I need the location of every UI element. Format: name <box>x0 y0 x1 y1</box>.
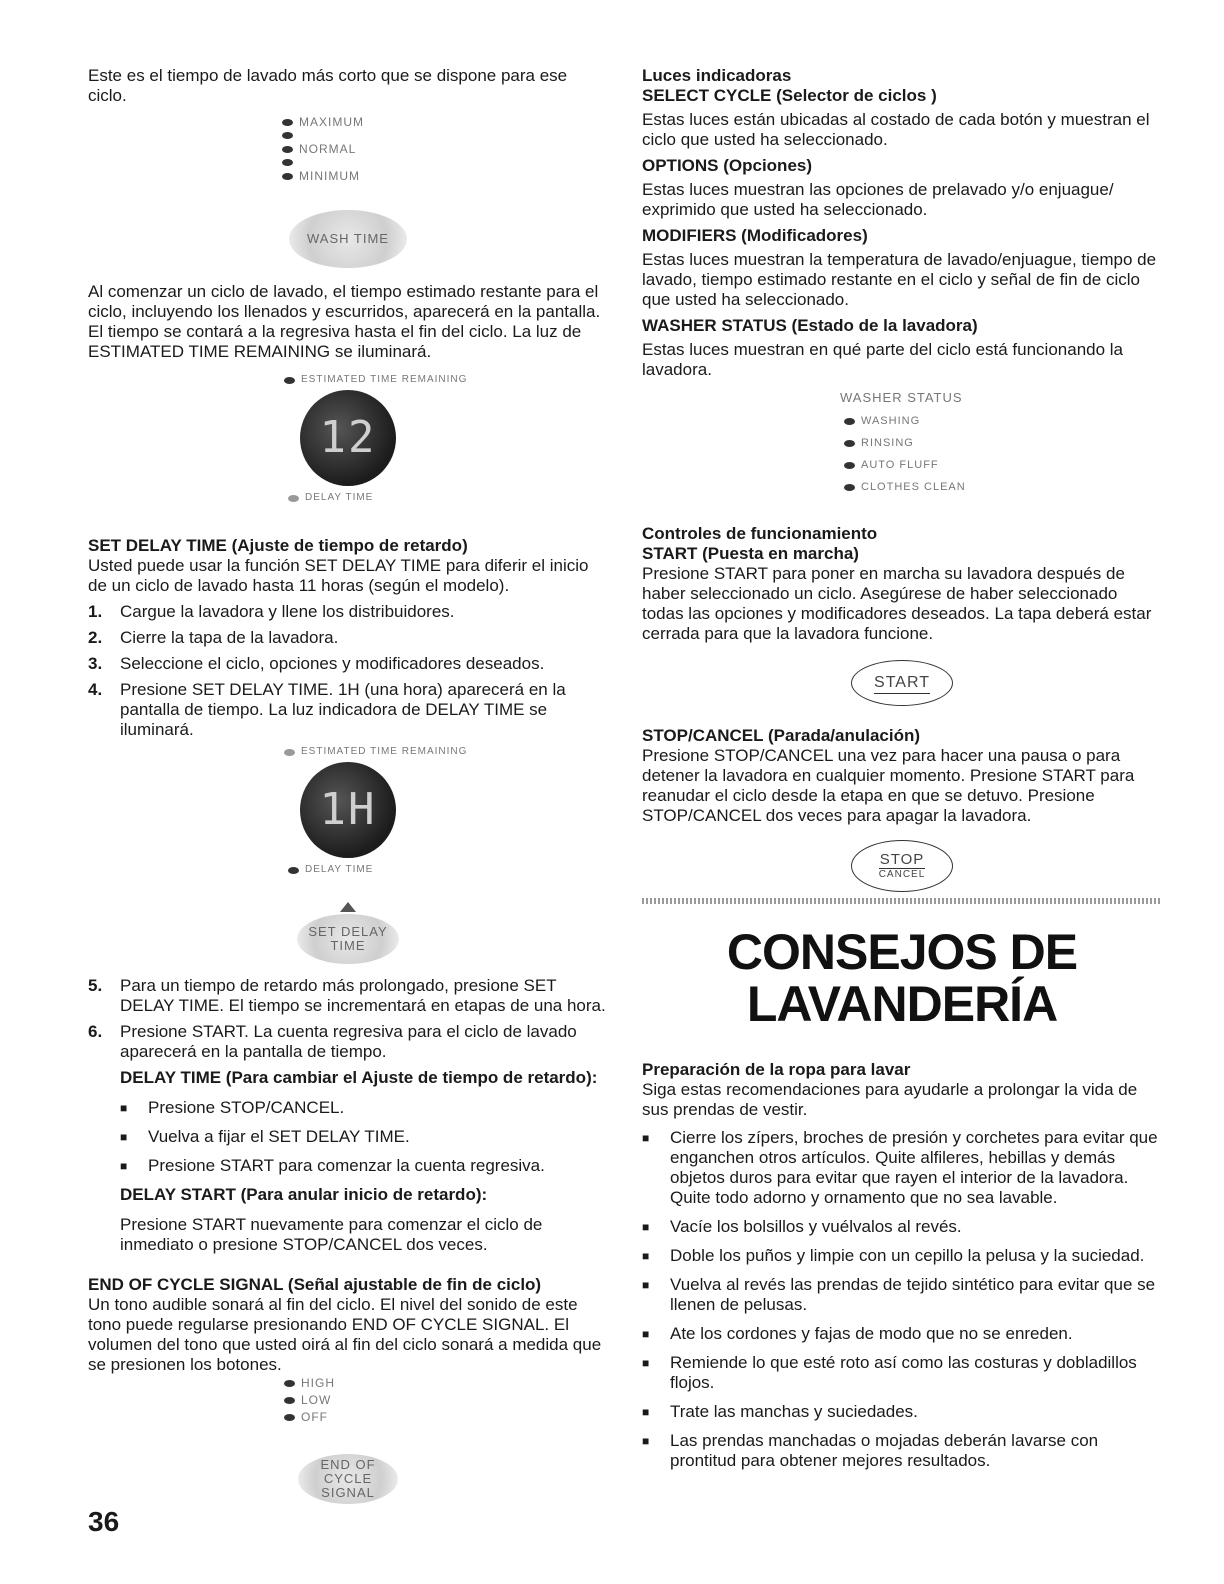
bullet-icon: ■ <box>642 1356 650 1370</box>
list-item: ■ Doble los puños y limpie con un cepillo la pelusa y la suciedad. <box>642 1246 1145 1265</box>
indicator-light-icon <box>284 377 295 384</box>
end-of-cycle-heading: END OF CYCLE SIGNAL (Señal ajustable de fin de ciclo) <box>88 1275 542 1294</box>
bullet-icon: ■ <box>642 1405 650 1419</box>
stop-button-label: STOP <box>879 850 925 868</box>
indicator-light-icon <box>288 867 299 874</box>
options-paragraph: Estas luces muestran las opciones de prelavado y/o enjuague/ exprimido que usted ha seleccionado. <box>642 180 1114 219</box>
prep-heading: Preparación de la ropa para lavar <box>642 1060 911 1079</box>
list-item: ■ Remiende lo que esté roto así como las costuras y dobladillos flojos. <box>642 1353 1137 1392</box>
section-title-line1: CONSEJOS DE <box>726 924 1078 980</box>
section-divider <box>642 898 1162 904</box>
list-item: 1. Cargue la lavadora y llene los distribuidores. <box>88 602 455 621</box>
bullet-icon: ■ <box>642 1249 650 1263</box>
indicator-light-icon <box>284 1414 295 1421</box>
estimated-time-label: ESTIMATED TIME REMAINING <box>284 746 608 758</box>
list-item: 5. Para un tiempo de retardo más prolongado, presione SET DELAY TIME. El tiempo se incrementará en etapas de una hora. <box>88 976 606 1015</box>
wash-level-item: MAXIMUM <box>282 112 608 132</box>
bullet-icon: ■ <box>120 1101 128 1115</box>
delay-change-block <box>120 1068 608 1255</box>
indicator-light-icon <box>282 159 293 166</box>
start-paragraph: Presione START para poner en marcha su lavadora después de haber seleccionado un ciclo. Asegúrese de haber seleccionado todas las opciones y modificadores deseados. La tapa deberá estar cerrada para que la lavadora funcione. <box>642 564 1152 643</box>
indicator-light-icon <box>288 495 299 502</box>
list-item: ■ Trate las manchas y suciedades. <box>642 1402 918 1421</box>
signal-level-indicators <box>284 1375 608 1426</box>
prep-paragraph: Siga estas recomendaciones para ayudarle a prolongar la vida de sus prendas de vestir. <box>642 1080 1138 1119</box>
start-heading: START (Puesta en marcha) <box>642 544 859 563</box>
indicator-light-icon <box>844 440 855 447</box>
indicator-light-icon <box>282 132 293 139</box>
list-item: ■ Vacíe los bolsillos y vuélvalos al revés. <box>642 1217 962 1236</box>
wash-time-paragraph: Al comenzar un ciclo de lavado, el tiempo estimado restante para el ciclo, incluyendo los llenados y escurridos, aparecerá en la pantalla. El tiempo se contará a la regresiva hasta el fin del ciclo. La luz de ESTIMATED TIME REMAINING se iluminará. <box>88 282 601 361</box>
bullet-icon: ■ <box>642 1327 650 1341</box>
indicator-light-icon <box>844 418 855 425</box>
bullet-icon: ■ <box>642 1278 650 1292</box>
start-button-label: START <box>874 673 930 694</box>
list-item: ■ Las prendas manchadas o mojadas deberán lavarse con prontitud para obtener mejores resultados. <box>642 1431 1099 1470</box>
list-item: ■ Cierre los zípers, broches de presión y corchetes para evitar que enganchen otros artículos. Quite alfileres, hebillas y demás objetos duros para evitar que rayen el interior de la lavadora. Quite todo adorno y ornamento que no sea lavable. <box>642 1128 1158 1207</box>
stop-cancel-paragraph: Presione STOP/CANCEL una vez para hacer una pausa o para detener la lavadora en cualquier momento. Presione START para reanudar el ciclo desde la etapa en que se detuvo. Presione STOP/CANCEL dos veces para apagar la lavadora. <box>642 746 1135 825</box>
indicator-light-icon <box>282 173 293 180</box>
start-button-image <box>851 660 953 706</box>
up-arrow-icon <box>340 902 356 912</box>
wash-level-item <box>282 159 608 166</box>
modifiers-heading: MODIFIERS (Modificadores) <box>642 226 868 245</box>
time-display: 1H <box>300 762 396 858</box>
stop-cancel-heading: STOP/CANCEL (Parada/anulación) <box>642 726 921 745</box>
page-number: 36 <box>88 1506 120 1537</box>
modifiers-paragraph: Estas luces muestran la temperatura de lavado/enjuague, tiempo de lavado, tiempo estimado restante en el ciclo y señal de fin de ciclo que usted ha seleccionado. <box>642 250 1157 309</box>
delay-time-label: DELAY TIME <box>288 488 608 508</box>
list-item: ■ Vuelva al revés las prendas de tejido sintético para evitar que se llenen de pelusas. <box>642 1275 1156 1314</box>
list-item: 2. Cierre la tapa de la lavadora. <box>88 628 339 647</box>
delay-change-heading: DELAY TIME (Para cambiar el Ajuste de tiempo de retardo): <box>120 1068 598 1087</box>
bullet-icon: ■ <box>642 1434 650 1448</box>
washer-status-item: WASHING <box>844 410 1162 432</box>
indicator-light-icon <box>282 119 293 126</box>
indicator-light-icon <box>844 484 855 491</box>
list-item: ■ Presione START para comenzar la cuenta regresiva. <box>120 1156 545 1175</box>
signal-level-item: LOW <box>284 1392 608 1409</box>
washer-status-item: AUTO FLUFF <box>844 454 1162 476</box>
indicator-lights-heading: Luces indicadoras <box>642 66 792 85</box>
delay-steps <box>88 602 608 740</box>
select-cycle-heading: SELECT CYCLE (Selector de ciclos ) <box>642 86 937 105</box>
list-item: ■ Ate los cordones y fajas de modo que no se enreden. <box>642 1324 1073 1343</box>
washer-status-title: WASHER STATUS <box>840 390 963 405</box>
stop-cancel-button-image <box>851 840 953 892</box>
set-delay-heading: SET DELAY TIME (Ajuste de tiempo de retardo) <box>88 536 468 555</box>
end-of-cycle-paragraph: Un tono audible sonará al fin del ciclo. El nivel del sonido de este tono puede regularse presionando END OF CYCLE SIGNAL. El volumen del tono que usted oirá al fin del ciclo sonará a medida que se presionen los botones. <box>88 1295 602 1374</box>
wash-level-item <box>282 132 608 139</box>
list-item: ■ Vuelva a fijar el SET DELAY TIME. <box>120 1127 410 1146</box>
bullet-icon: ■ <box>120 1159 128 1173</box>
wash-level-item: NORMAL <box>282 139 608 159</box>
delay-change-list <box>120 1098 608 1176</box>
bullet-icon: ■ <box>642 1220 650 1234</box>
delay-cancel-heading: DELAY START (Para anular inicio de retardo): <box>120 1185 488 1204</box>
options-heading: OPTIONS (Opciones) <box>642 156 813 175</box>
time-display: 12 <box>300 390 396 486</box>
list-item: 6. Presione START. La cuenta regresiva para el ciclo de lavado aparecerá en la pantalla de tiempo. <box>88 1022 577 1061</box>
right-column <box>642 66 1162 1480</box>
indicator-light-icon <box>282 146 293 153</box>
list-item: ■ Presione STOP/CANCEL. <box>120 1098 345 1117</box>
signal-level-item: OFF <box>284 1409 608 1426</box>
indicator-light-icon <box>284 1397 295 1404</box>
signal-level-item: HIGH <box>284 1375 608 1392</box>
bullet-icon: ■ <box>120 1130 128 1144</box>
washer-status-heading: WASHER STATUS (Estado de la lavadora) <box>642 316 978 335</box>
washer-status-item: RINSING <box>844 432 1162 454</box>
washer-status-paragraph: Estas luces muestran en qué parte del ciclo está funcionando la lavadora. <box>642 340 1124 379</box>
estimated-time-label: ESTIMATED TIME REMAINING <box>284 374 608 386</box>
cancel-button-label: CANCEL <box>878 868 926 880</box>
delay-cancel-paragraph: Presione START nuevamente para comenzar el ciclo de inmediato o presione STOP/CANCEL dos veces. <box>120 1215 543 1254</box>
select-cycle-paragraph: Estas luces están ubicadas al costado de cada botón y muestran el ciclo que usted ha seleccionado. <box>642 110 1150 149</box>
section-title-line2: LAVANDERÍA <box>746 976 1058 1032</box>
controls-heading: Controles de funcionamiento <box>642 524 878 543</box>
set-delay-button-image: SET DELAY TIME <box>297 914 399 964</box>
list-item: 3. Seleccione el ciclo, opciones y modificadores deseados. <box>88 654 545 673</box>
washer-status-item: CLOTHES CLEAN <box>844 476 1162 498</box>
indicator-light-icon <box>284 749 295 756</box>
end-of-cycle-button-image: END OF CYCLE SIGNAL <box>298 1454 398 1504</box>
set-delay-paragraph: Usted puede usar la función SET DELAY TIME para diferir el inicio de un ciclo de lavado hasta 11 horas (según el modelo). <box>88 556 589 595</box>
delay-time-label: DELAY TIME <box>288 860 608 880</box>
prep-list <box>642 1128 1162 1471</box>
left-column <box>88 66 608 1504</box>
bullet-icon: ■ <box>642 1131 650 1145</box>
indicator-light-icon <box>844 462 855 469</box>
indicator-light-icon <box>284 1380 295 1387</box>
delay-steps-continued <box>88 976 608 1062</box>
washer-status-panel <box>840 388 1162 498</box>
intro-text: Este es el tiempo de lavado más corto que se dispone para ese ciclo. <box>88 66 568 105</box>
wash-time-button-image: WASH TIME <box>289 210 407 268</box>
list-item: 4. Presione SET DELAY TIME. 1H (una hora) aparecerá en la pantalla de tiempo. La luz indicadora de DELAY TIME se iluminará. <box>88 680 566 739</box>
wash-level-item: MINIMUM <box>282 166 608 186</box>
wash-level-indicators <box>282 112 608 186</box>
